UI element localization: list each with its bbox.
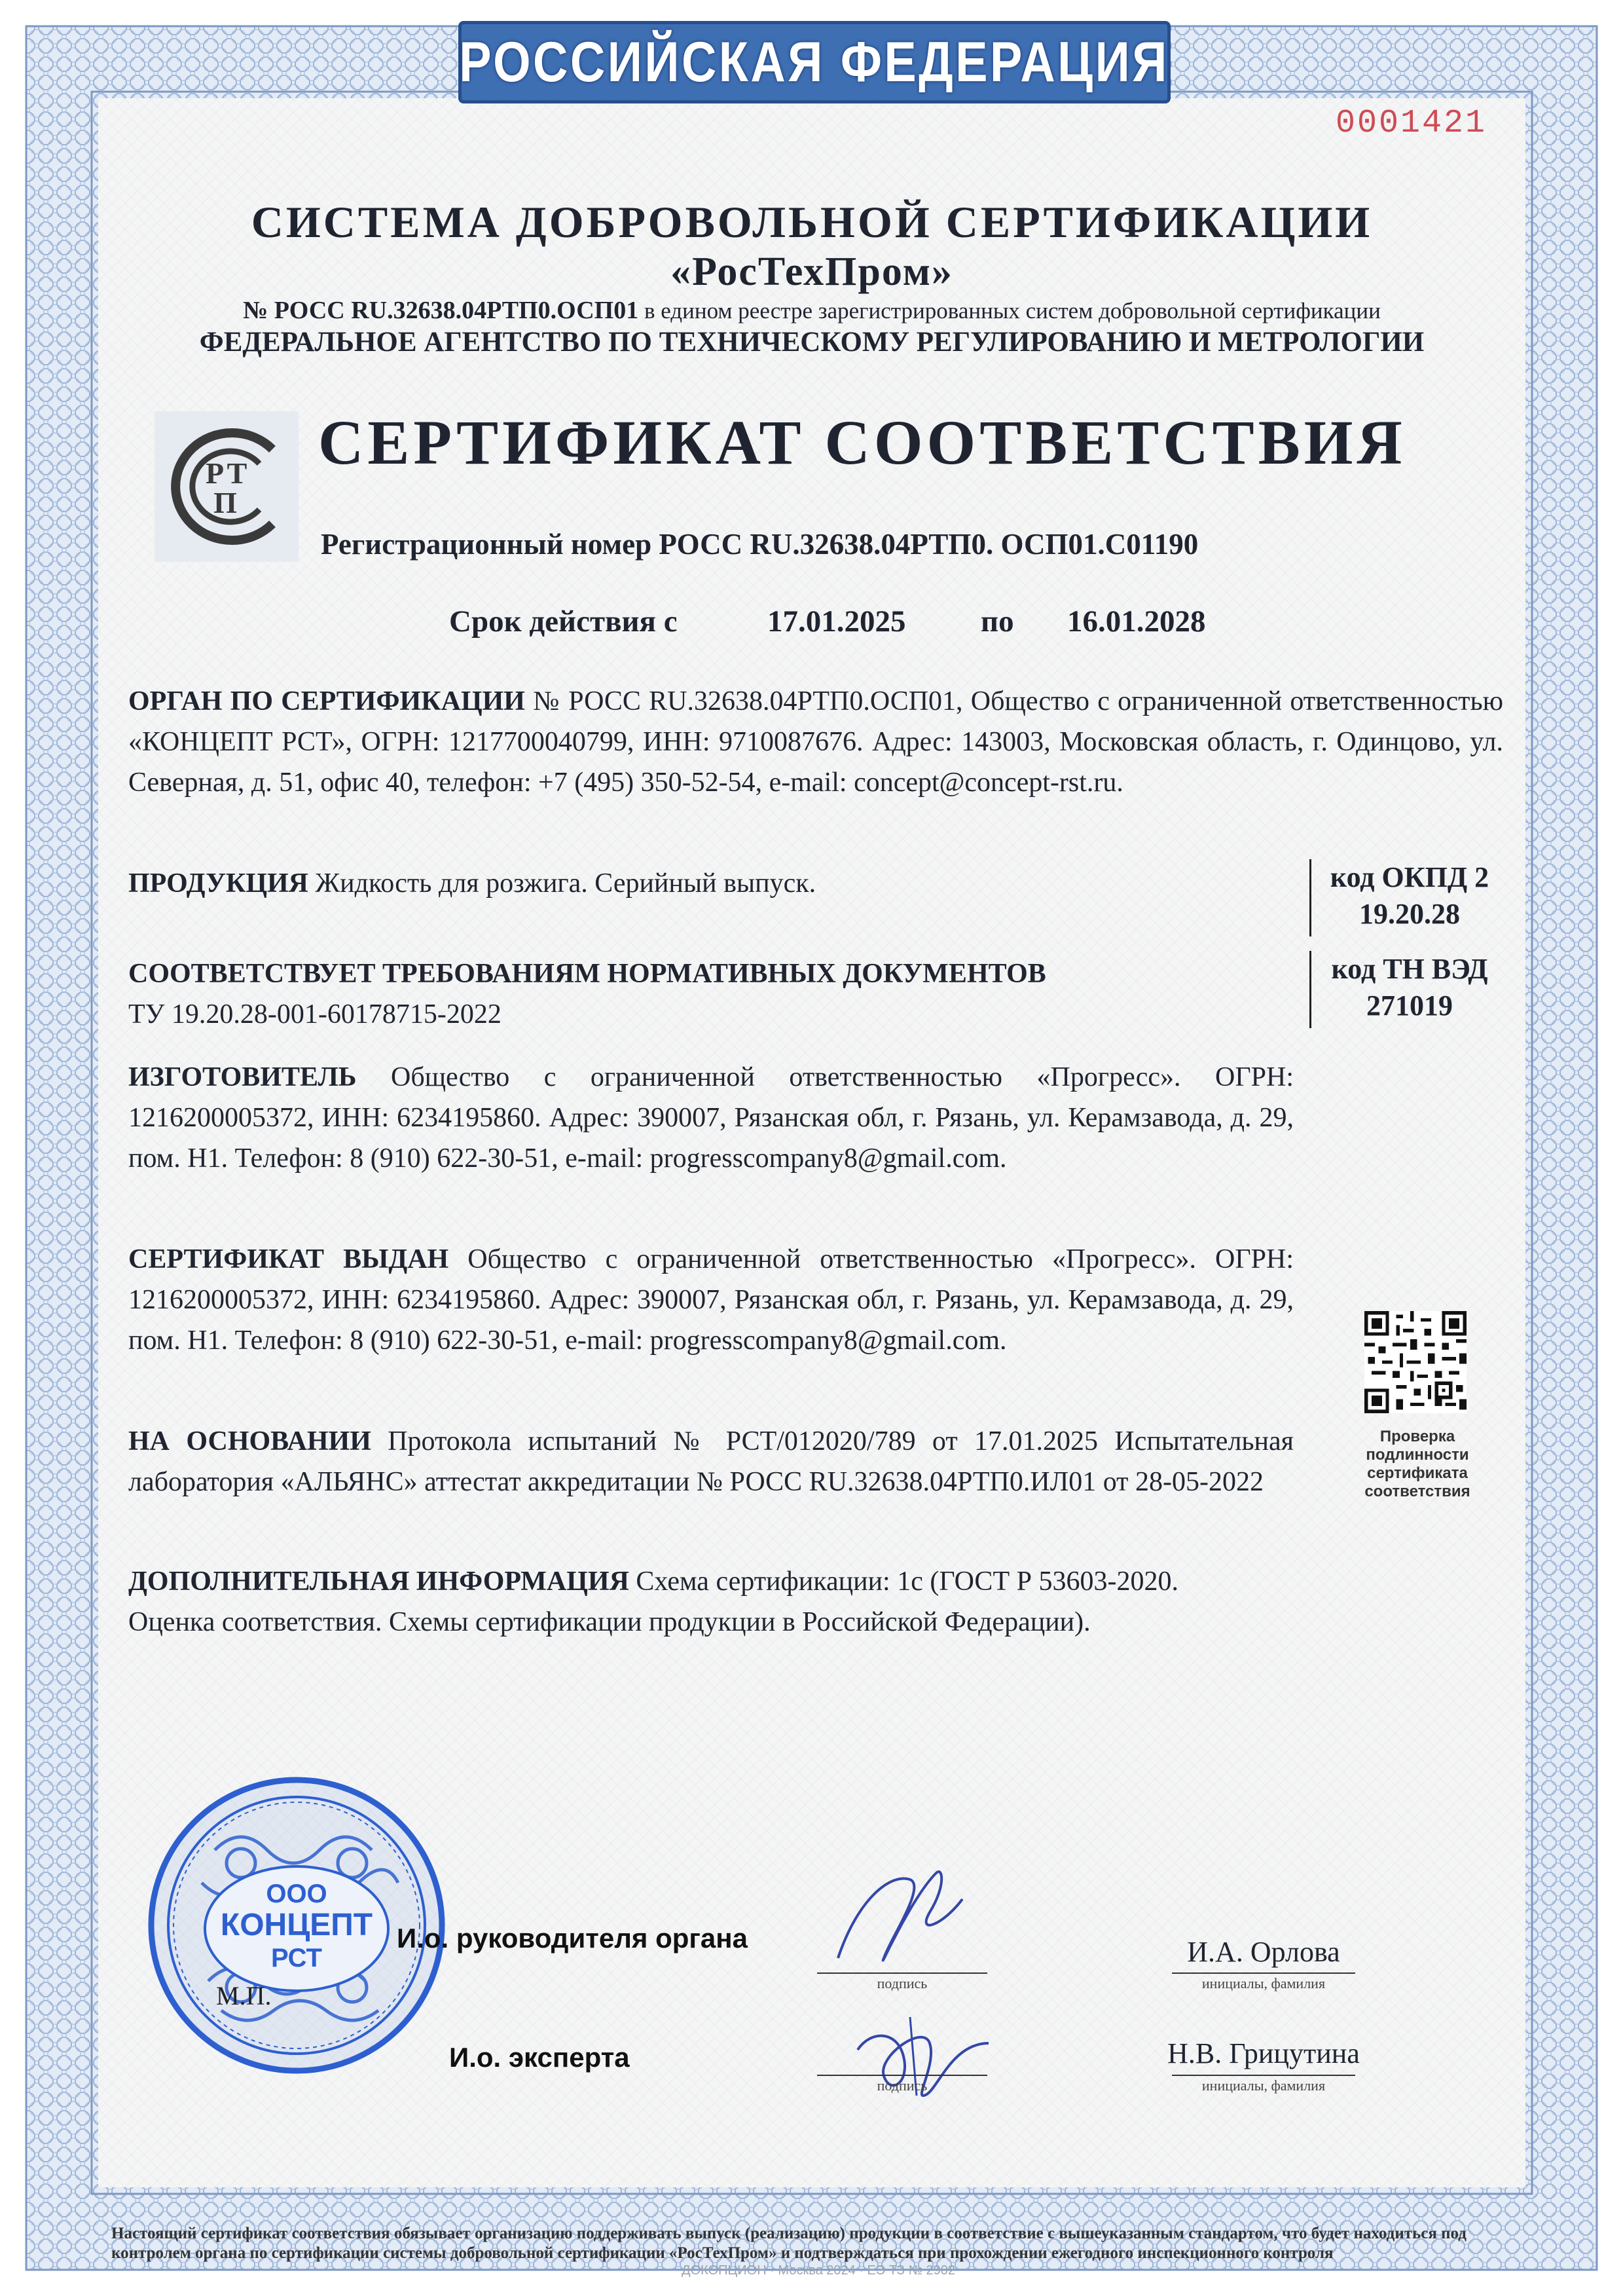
tnved-code-box bbox=[1309, 951, 1508, 1028]
expert-name-line bbox=[1172, 2075, 1355, 2076]
head-name-caption: инициалы, фамилия bbox=[1201, 1975, 1326, 1991]
logo-letter-p: П bbox=[213, 486, 237, 519]
seal-place-mark: М.П. bbox=[216, 1981, 272, 2010]
system-registry-number: № РОСС RU.32638.04РТП0.ОСП01 bbox=[243, 297, 639, 324]
certification-body bbox=[128, 681, 1503, 803]
tnved-label: код ТН ВЭД bbox=[1331, 953, 1488, 985]
conformity-text: ТУ 19.20.28-001-60178715-2022 bbox=[128, 999, 501, 1029]
product-label: ПРОДУКЦИЯ bbox=[128, 868, 309, 898]
serial-number: 0001421 bbox=[1336, 105, 1487, 142]
footer-note: Настоящий сертификат соответствия обязывает организацию поддерживать выпуск (реализацию) продукции в соответствие с вышеуказанным стандартом, что будет находиться под контролем органа по сертификации системы добровольной сертификации «РосТехПром» и подтверждаться при прохождении ежегодного инспекционного контроля bbox=[111, 2225, 1467, 2262]
stamp-line-2: КОНЦЕПТ bbox=[220, 1908, 373, 1942]
rostehprom-logo bbox=[155, 411, 299, 562]
agency-name: ФЕДЕРАЛЬНОЕ АГЕНТСТВО ПО ТЕХНИЧЕСКОМУ РЕГУЛИРОВАНИЮ И МЕТРОЛОГИИ bbox=[199, 327, 1425, 358]
head-signature-line bbox=[817, 1972, 987, 1974]
okpd-value: 19.20.28 bbox=[1359, 898, 1460, 930]
registration-number: Регистрационный номер РОСС RU.32638.04РТП0. ОСП01.С01190 bbox=[321, 528, 1199, 561]
banner-text: РОССИЙСКАЯ ФЕДЕРАЦИЯ bbox=[459, 30, 1170, 94]
additional-info bbox=[128, 1561, 1241, 1642]
certificate-title: СЕРТИФИКАТ СООТВЕТСТВИЯ bbox=[318, 407, 1406, 477]
expert-signature-line bbox=[817, 2075, 987, 2076]
validity-from-date: 17.01.2025 bbox=[767, 604, 906, 639]
certification-body-label: ОРГАН ПО СЕРТИФИКАЦИИ bbox=[128, 686, 525, 716]
head-signature-caption: подпись bbox=[877, 1975, 928, 1991]
product bbox=[128, 863, 1294, 904]
basis-label: НА ОСНОВАНИИ bbox=[128, 1426, 371, 1456]
manufacturer-label: ИЗГОТОВИТЕЛЬ bbox=[128, 1062, 357, 1092]
head-name-line bbox=[1172, 1972, 1355, 1974]
expert-signature-caption: подпись bbox=[877, 2077, 928, 2094]
additional-info-label: ДОПОЛНИТЕЛЬНАЯ ИНФОРМАЦИЯ bbox=[128, 1566, 629, 1597]
expert-label: И.о. эксперта bbox=[449, 2042, 630, 2073]
manufacturer bbox=[128, 1057, 1294, 1179]
conformity bbox=[128, 954, 1294, 1035]
issued-to-text: Общество с ограниченной ответственностью «Прогресс». ОГРН: 1216200005372, ИНН: 6234195860. Адрес: 390007, Рязанская обл, г. Рязань, ул. Керамзавода, д. 29, пом. Н1. Телефон: 8 (910) 622-30-51, e-mail: progresscompany8@gmail.com. bbox=[128, 1244, 1294, 1356]
okpd-label: код ОКПД 2 bbox=[1330, 861, 1489, 893]
validity-to-label: по bbox=[981, 604, 1014, 639]
basis-text: Протокола испытаний № РСТ/012020/789 от 17.01.2025 Испытательная лаборатория «АЛЬЯНС» аттестат аккредитации № РОСС RU.32638.04РТП0.ИЛ01 от 28-05-2022 bbox=[128, 1426, 1294, 1497]
qr-caption: Проверка подлинности сертификата соответствия bbox=[1364, 1428, 1470, 1500]
tnved-value: 271019 bbox=[1366, 990, 1453, 1022]
stamp-line-1: ООО bbox=[266, 1879, 327, 1908]
head-label: И.о. руководителя органа bbox=[397, 1923, 748, 1953]
validity-from-label: Срок действия с bbox=[449, 604, 678, 639]
additional-info-text: Схема сертификации: 1с (ГОСТ Р 53603-2020. Оценка соответствия. Схемы сертификации продукции в Российской Федерации). bbox=[128, 1566, 1178, 1637]
issued-to bbox=[128, 1239, 1294, 1361]
head-signature bbox=[812, 1860, 982, 1978]
printer-mark: ДОКОПЦИОН · Москва 2024 · ЕЭ ТЗ № 2902 bbox=[682, 2263, 955, 2278]
system-title: СИСТЕМА ДОБРОВОЛЬНОЙ СЕРТИФИКАЦИИ bbox=[251, 197, 1373, 247]
system-name: «РосТехПром» bbox=[670, 250, 953, 294]
issued-to-label: СЕРТИФИКАТ ВЫДАН bbox=[128, 1244, 449, 1274]
stamp-line-3: РСТ bbox=[270, 1944, 323, 1972]
head-name: И.А. Орлова bbox=[1187, 1936, 1340, 1968]
system-registry-line bbox=[98, 296, 1525, 325]
expert-name: Н.В. Грицутина bbox=[1167, 2037, 1360, 2069]
manufacturer-text: Общество с ограниченной ответственностью «Прогресс». ОГРН: 1216200005372, ИНН: 6234195860. Адрес: 390007, Рязанская обл, г. Рязань, ул. Керамзавода, д. 29, пом. Н1. Телефон: 8 (910) 622-30-51, e-mail: progresscompany8@gmail.com. bbox=[128, 1062, 1294, 1174]
expert-name-caption: инициалы, фамилия bbox=[1201, 2077, 1326, 2094]
logo-letter-t: Т bbox=[227, 456, 247, 490]
verification-qr-code[interactable] bbox=[1364, 1311, 1467, 1413]
country-banner bbox=[458, 21, 1171, 103]
logo-letter-r: Р bbox=[205, 456, 225, 490]
basis bbox=[128, 1421, 1294, 1502]
system-registry-text: в едином реестре зарегистрированных систем добровольной сертификации bbox=[638, 298, 1381, 324]
certification-body-text: № РОСС RU.32638.04РТП0.ОСП01, Общество с ограниченной ответственностью «КОНЦЕПТ РСТ», ОГРН: 1217700040799, ИНН: 9710087676. Адрес: 143003, Московская область, г. Одинцово, ул. Северная, д. 51, офис 40, телефон: +7 (495) 350-52-54, e-mail: concept@concept-rst.ru. bbox=[128, 686, 1503, 798]
product-text: Жидкость для розжига. Серийный выпуск. bbox=[308, 868, 816, 898]
conformity-label: СООТВЕТСТВУЕТ ТРЕБОВАНИЯМ НОРМАТИВНЫХ ДОКУМЕНТОВ bbox=[128, 959, 1046, 989]
okpd-code-box bbox=[1309, 859, 1508, 936]
validity-to-date: 16.01.2028 bbox=[1067, 604, 1206, 639]
